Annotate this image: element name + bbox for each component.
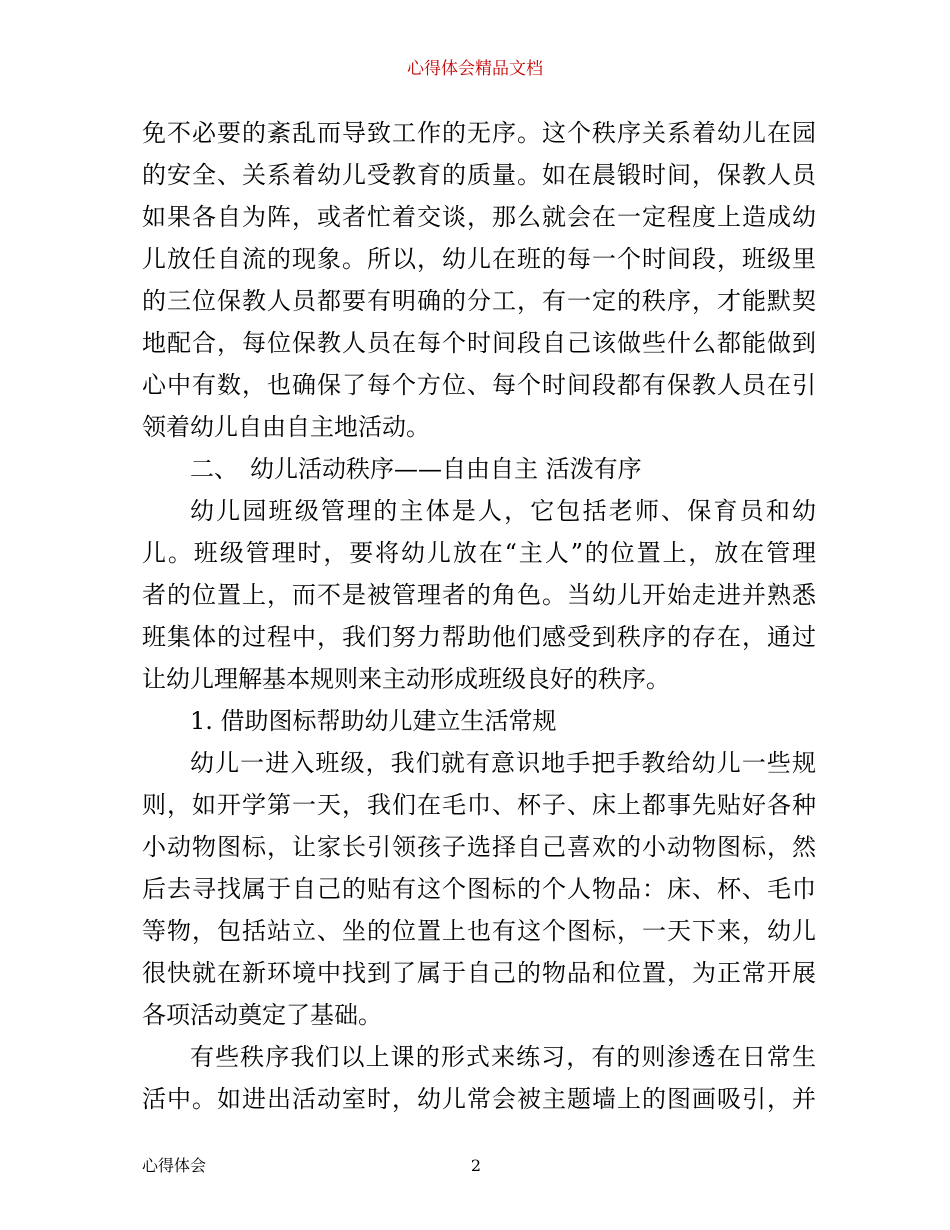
body-line: 地配合，每位保教人员在每个时间段自己该做些什么都能做到 [142, 329, 816, 357]
body-line: 活中。如进出活动室时，幼儿常会被主题墙上的图画吸引，并 [142, 1085, 816, 1113]
document-body [142, 112, 816, 1120]
body-line: 免不必要的紊乱而导致工作的无序。这个秩序关系着幼儿在园 [142, 119, 816, 147]
body-line: 儿。班级管理时，要将幼儿放在“主人”的位置上，放在管理 [142, 539, 816, 567]
body-line: 幼儿园班级管理的主体是人，它包括老师、保育员和幼 [190, 497, 816, 525]
body-line: 心中有数，也确保了每个方位、每个时间段都有保教人员在引 [142, 371, 816, 399]
page-header-title: 心得体会精品文档 [407, 59, 543, 79]
body-line: 领着幼儿自由自主地活动。 [142, 413, 430, 441]
body-line: 者的位置上，而不是被管理者的角色。当幼儿开始走进并熟悉 [142, 581, 816, 609]
body-line: 班集体的过程中，我们努力帮助他们感受到秩序的存在，通过 [142, 623, 816, 651]
body-line: 让幼儿理解基本规则来主动形成班级良好的秩序。 [142, 665, 670, 693]
body-line: 小动物图标，让家长引领孩子选择自己喜欢的小动物图标，然 [142, 833, 816, 861]
body-line: 则，如开学第一天，我们在毛巾、杯子、床上都事先贴好各种 [142, 791, 816, 819]
body-line: 的安全、关系着幼儿受教育的质量。如在晨锻时间，保教人员 [142, 161, 816, 189]
footer-label: 心得体会 [142, 1156, 207, 1175]
body-line: 有些秩序我们以上课的形式来练习，有的则渗透在日常生 [190, 1043, 816, 1071]
body-line: 如果各自为阵，或者忙着交谈，那么就会在一定程度上造成幼 [142, 203, 816, 231]
body-line: 幼儿一进入班级，我们就有意识地手把手教给幼儿一些规 [190, 749, 816, 777]
page-number: 2 [470, 1156, 482, 1175]
section-heading: 二、 幼儿活动秩序——自由自主 活泼有序 [190, 455, 642, 483]
subsection-heading: 1. 借助图标帮助幼儿建立生活常规 [190, 707, 557, 735]
body-line: 儿放任自流的现象。所以，幼儿在班的每一个时间段，班级里 [142, 245, 816, 273]
body-line: 很快就在新环境中找到了属于自己的物品和位置，为正常开展 [142, 959, 816, 987]
body-line: 的三位保教人员都要有明确的分工，有一定的秩序，才能默契 [142, 287, 816, 315]
body-line: 各项活动奠定了基础。 [142, 1001, 382, 1029]
body-line: 后去寻找属于自己的贴有这个图标的个人物品：床、杯、毛巾 [142, 875, 816, 903]
body-line: 等物，包括站立、坐的位置上也有这个图标，一天下来，幼儿 [142, 917, 816, 945]
